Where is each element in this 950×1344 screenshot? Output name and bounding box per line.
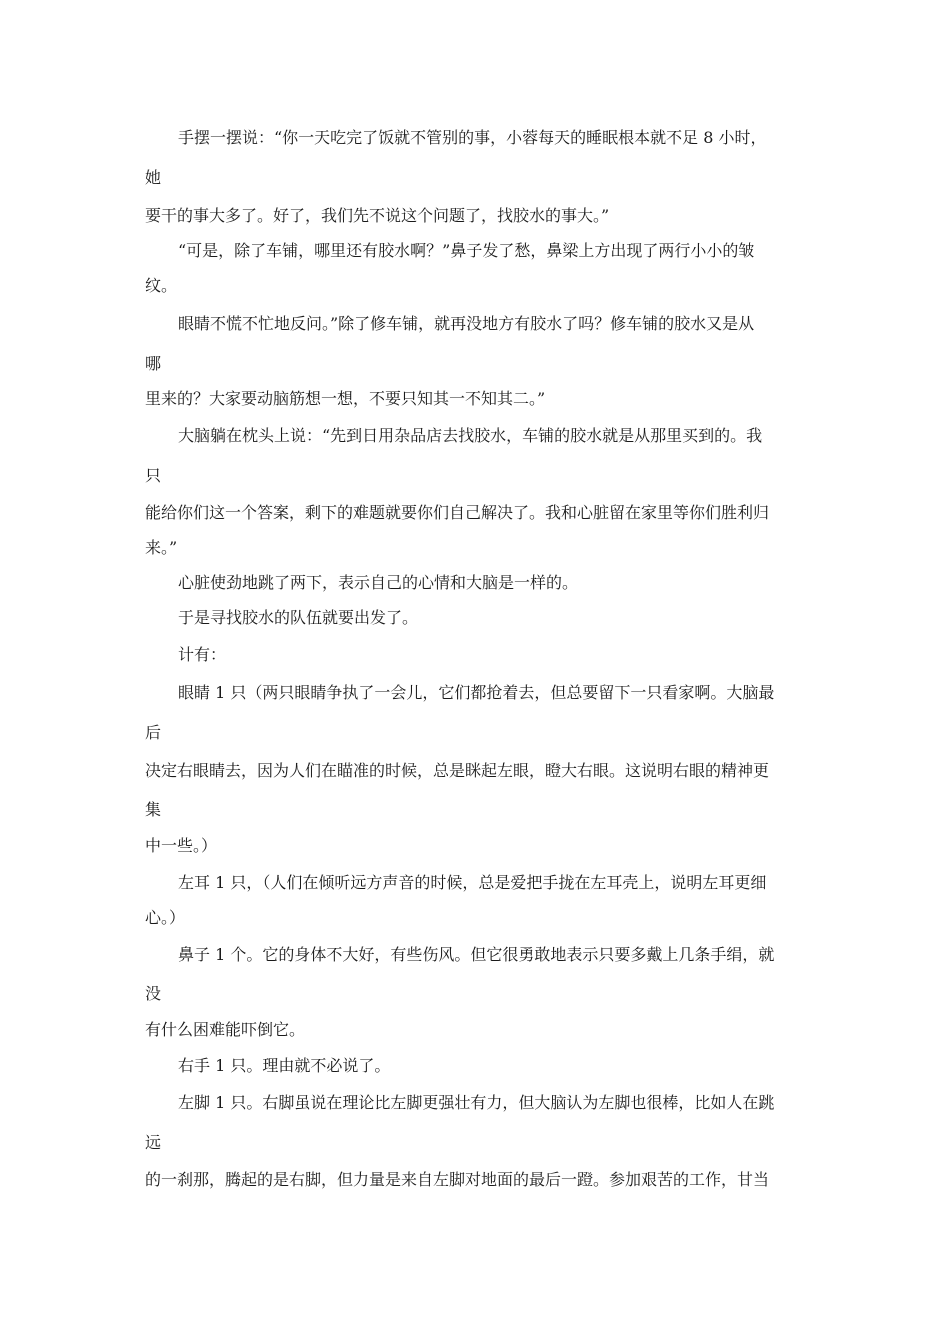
text-line: 决定右眼睛去，因为人们在瞄准的时候，总是眯起左眼，瞪大右眼。这说明右眼的精神更	[145, 761, 770, 780]
text-line: 只	[145, 466, 162, 485]
text-line: 远	[145, 1133, 162, 1152]
text-line: 能给你们这一个答案，剩下的难题就要你们自己解决了。我和心脏留在家里等你们胜利归	[145, 503, 770, 522]
text-line: 左脚 1 只。右脚虽说在理论比左脚更强壮有力，但大脑认为左脚也很棒，比如人在跳	[178, 1093, 775, 1112]
text-line: 中一些。）	[145, 836, 218, 855]
text-line: 的一刹那，腾起的是右脚，但力量是来自左脚对地面的最后一蹬。参加艰苦的工作，甘当	[145, 1170, 770, 1189]
text-line: 哪	[145, 354, 162, 373]
text-line: 纹。	[145, 276, 178, 295]
text-line: 来。”	[145, 538, 178, 557]
text-line: 右手 1 只。理由就不必说了。	[178, 1056, 391, 1075]
text-line: 手摆一摆说：“你一天吃完了饭就不管别的事，小蓉每天的睡眠根本就不足 8 小时，	[178, 128, 767, 147]
text-line: 要干的事大多了。好了，我们先不说这个问题了，找胶水的事大。”	[145, 206, 610, 225]
text-line: 于是寻找胶水的队伍就要出发了。	[178, 608, 419, 627]
text-line: 后	[145, 723, 162, 742]
text-line: 眼睛 1 只（两只眼睛争执了一会儿，它们都抢着去，但总要留下一只看家啊。大脑最	[178, 683, 775, 702]
text-line: 里来的？大家要动脑筋想一想，不要只知其一不知其二。”	[145, 389, 546, 408]
text-line: 心。）	[145, 908, 186, 927]
text-line: 左耳 1 只，（人们在倾听远方声音的时候，总是爱把手拢在左耳壳上，说明左耳更细	[178, 873, 767, 892]
text-line: 心脏使劲地跳了两下，表示自己的心情和大脑是一样的。	[178, 573, 579, 592]
text-line: 集	[145, 800, 162, 819]
text-line: 有什么困难能吓倒它。	[145, 1020, 306, 1039]
text-line: 她	[145, 168, 162, 187]
text-line: 大脑躺在枕头上说：“先到日用杂品店去找胶水，车铺的胶水就是从那里买到的。我	[178, 426, 763, 445]
text-line: 眼睛不慌不忙地反问。”除了修车铺，就再没地方有胶水了吗？修车铺的胶水又是从	[178, 314, 755, 333]
text-line: “可是，除了车铺，哪里还有胶水啊？”鼻子发了愁，鼻梁上方出现了两行小小的皱	[178, 241, 755, 260]
text-line: 没	[145, 984, 162, 1003]
text-line: 鼻子 1 个。它的身体不大好，有些伤风。但它很勇敢地表示只要多戴上几条手绢，就	[178, 945, 775, 964]
text-line: 计有：	[178, 645, 227, 664]
